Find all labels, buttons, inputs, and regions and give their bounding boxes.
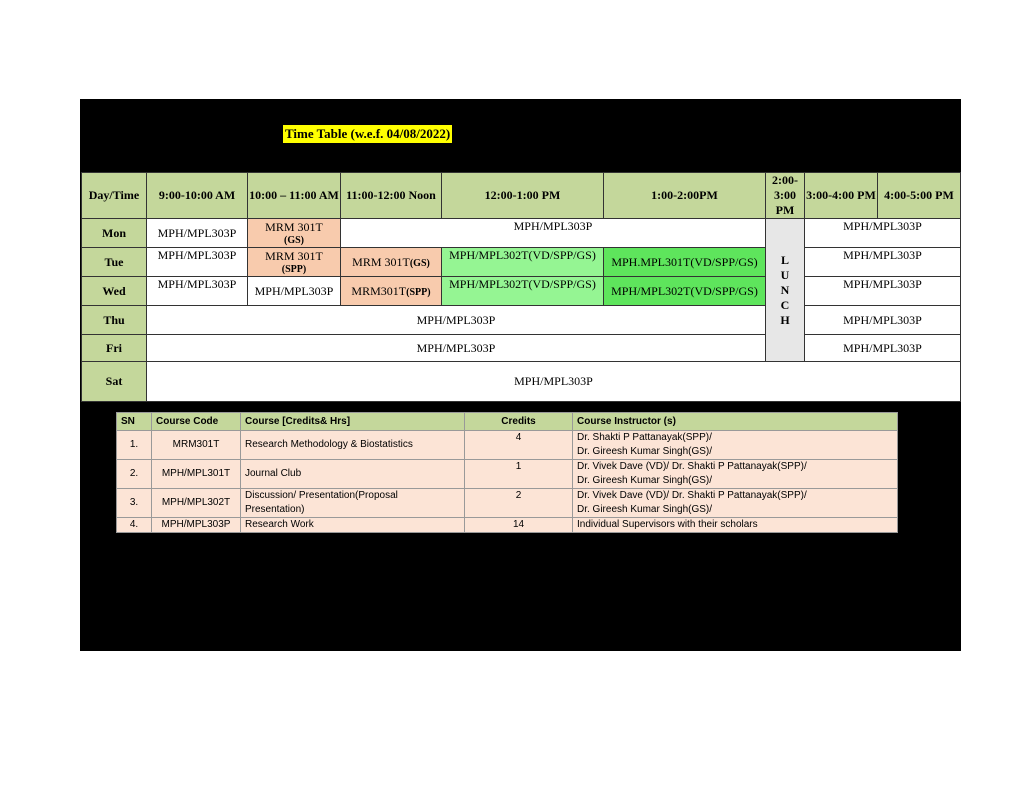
cell: MPH/MPL303P [341,219,766,248]
table-row [117,431,898,460]
row-fri [82,335,961,362]
cell-mrm [248,248,341,277]
course-code: MPH/MPL303P [152,518,241,533]
cell-mrm [248,219,341,248]
cell: MPH/MPL303P [805,248,961,277]
cell: MPH.MPL301T(VD/SPP/GS) [604,248,766,277]
page-title: Time Table (w.e.f. 04/08/2022) [285,126,451,141]
header-slot-1: 1:00-2:00PM [604,173,766,219]
lunch-cell [766,219,805,362]
course-sn: 4. [117,518,152,533]
header-slot-11: 11:00-12:00 Noon [341,173,442,219]
cell: MPH/MPL302T(VD/SPP/GS) [604,277,766,306]
course-table [116,412,898,533]
instructor-line: Dr. Gireesh Kumar Singh(GS)/ [577,504,713,515]
instructor-line: Dr. Gireesh Kumar Singh(GS)/ [577,475,713,486]
course-header: Course [Credits& Hrs] [241,413,465,431]
header-slot-12: 12:00-1:00 PM [442,173,604,219]
course-credits: 14 [465,518,573,533]
course-instructor [573,431,898,460]
course-instructor: Individual Supervisors with their scholars [573,518,898,533]
instructor-line: Dr. Vivek Dave (VD)/ Dr. Shakti P Pattanayak(SPP)/ [577,461,807,472]
cell: MPH/MPL302T(VD/SPP/GS) [442,277,604,306]
cell: MPH/MPL303P [147,362,961,402]
lunch-letter: U [780,267,790,282]
header-slot-9: 9:00-10:00 AM [147,173,248,219]
cell-line: MRM 301T [265,249,323,263]
course-instructor [573,489,898,518]
cell-mrm [341,277,442,306]
day-label: Mon [82,219,147,248]
cell: MPH/MPL303P [805,277,961,306]
cell: MPH/MPL303P [248,277,341,306]
cell-mrm [341,248,442,277]
course-credits: 2 [465,489,573,518]
row-thu [82,306,961,335]
instructor-line: Dr. Gireesh Kumar Singh(GS)/ [577,446,713,457]
cell-line: (SPP) [281,264,307,275]
course-code: MPH/MPL301T [152,460,241,489]
day-label: Tue [82,248,147,277]
header-slot-10: 10:00 – 11:00 AM [248,173,341,219]
lunch-letter: N [780,282,790,297]
header-slot-4: 4:00-5:00 PM [878,173,961,219]
course-name: Research Methodology & Biostatistics [241,431,465,460]
course-credits: 1 [465,460,573,489]
cell: MPH/MPL303P [147,219,248,248]
course-header: Course Instructor (s) [573,413,898,431]
timetable [81,172,961,402]
course-header: Course Code [152,413,241,431]
row-sat [82,362,961,402]
cell: MPH/MPL303P [805,306,961,335]
lunch-letter: C [780,297,790,312]
cell: MPH/MPL303P [147,248,248,277]
course-header: Credits [465,413,573,431]
cell: MPH/MPL303P [147,306,766,335]
table-row [117,489,898,518]
cell: MPH/MPL303P [147,277,248,306]
header-daytime: Day/Time [82,173,147,219]
course-code: MRM301T [152,431,241,460]
row-tue [82,248,961,277]
course-sn: 2. [117,460,152,489]
day-label: Sat [82,362,147,402]
cell-part: MRM301T [351,283,407,298]
course-name: Journal Club [241,460,465,489]
cell-part: (SPP) [406,286,431,298]
instructor-line: Dr. Shakti P Pattanayak(SPP)/ [577,432,712,443]
lunch-letter: H [780,312,790,327]
course-instructor [573,460,898,489]
instructor-line: Dr. Vivek Dave (VD)/ Dr. Shakti P Pattanayak(SPP)/ [577,490,807,501]
day-label: Wed [82,277,147,306]
cell-line: (GS) [284,235,304,246]
row-mon [82,219,961,248]
course-sn: 1. [117,431,152,460]
table-row [117,460,898,489]
course-sn: 3. [117,489,152,518]
course-name: Research Work [241,518,465,533]
cell: MPH/MPL303P [805,335,961,362]
course-header: SN [117,413,152,431]
course-header-row [117,413,898,431]
course-name: Discussion/ Presentation(Proposal Presentation) [241,489,465,518]
timetable-header-row [82,173,961,219]
cell: MPH/MPL303P [805,219,961,248]
lunch-letter: L [780,252,789,267]
row-wed [82,277,961,306]
cell: MPH/MPL303P [147,335,766,362]
header-slot-3: 3:00-4:00 PM [805,173,878,219]
day-label: Fri [82,335,147,362]
day-label: Thu [82,306,147,335]
table-row [117,518,898,533]
cell-part: MRM 301T [352,254,410,269]
header-slot-2: 2:00-3:00 PM [766,173,805,219]
cell-line: MRM 301T [265,220,323,234]
course-credits: 4 [465,431,573,460]
cell-part: (GS) [409,257,430,269]
course-code: MPH/MPL302T [152,489,241,518]
cell: MPH/MPL302T(VD/SPP/GS) [442,248,604,277]
